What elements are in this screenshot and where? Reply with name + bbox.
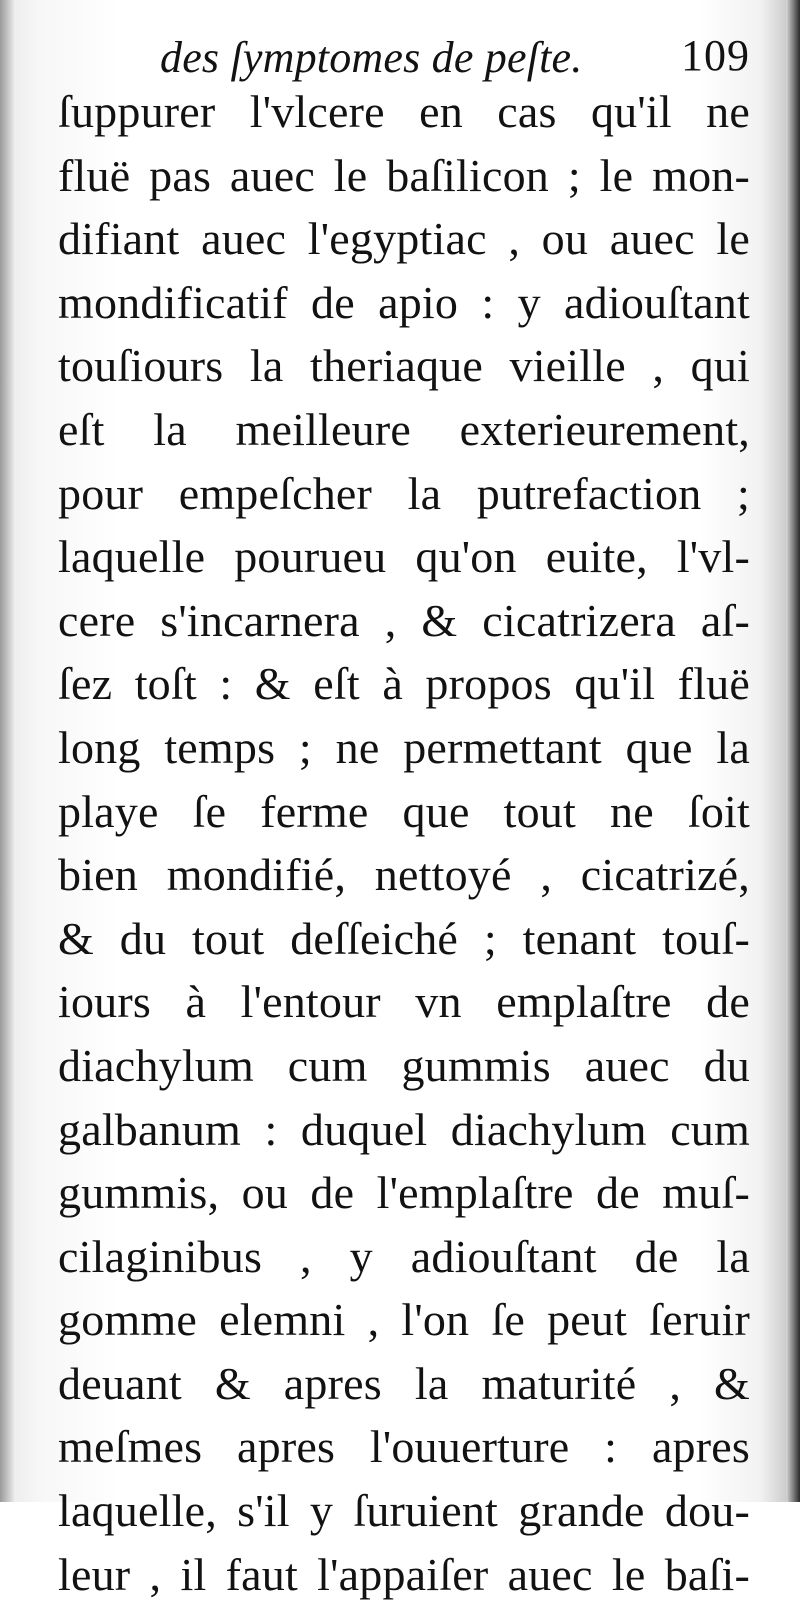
running-title: des ſymptomes de peſte.: [160, 33, 583, 82]
text-line: ſuppurer l'vlcere en cas qu'il ne: [58, 86, 750, 137]
text-line: & du tout deſſeiché ; tenant touſ-: [58, 912, 750, 964]
text-line: difiant auec l'egyptiac , ou auec le: [58, 213, 750, 265]
text-line: galbanum : duquel diachylum cum: [58, 1103, 750, 1155]
text-line: laquelle, s'il y ſuruient grande dou-: [58, 1485, 750, 1537]
text-line: cere s'incarnera , & cicatrizera aſ-: [58, 594, 750, 646]
text-line: cilaginibus , y adiouſtant de la: [58, 1230, 750, 1282]
text-line: pour empeſcher la putrefaction ;: [58, 467, 750, 519]
right-page-edge: [786, 0, 800, 1502]
text-line: touſiours la theriaque vieille , qui: [58, 340, 750, 392]
text-line: gomme elemni , l'on ſe peut ſeruir: [58, 1294, 750, 1346]
text-line: ſez toſt : & eſt à propos qu'il fluë: [58, 658, 750, 710]
text-line: meſmes apres l'ouuerture : apres: [58, 1421, 750, 1473]
text-line: gummis, ou de l'emplaſtre de muſ-: [58, 1167, 750, 1219]
text-line: eſt la meilleure exterieurement,: [58, 403, 750, 455]
text-line: leur , il faut l'appaiſer auec le baſi-: [58, 1548, 750, 1600]
text-line: deuant & apres la maturité , &: [58, 1357, 750, 1409]
text-line: fluë pas auec le baſilicon ; le mon-: [58, 149, 750, 201]
text-line: long temps ; ne permettant que la: [58, 721, 750, 773]
text-line: diachylum cum gummis auec du: [58, 1039, 750, 1091]
page-number: 109: [681, 31, 750, 80]
text-line: playe ſe ferme que tout ne ſoit: [58, 785, 750, 837]
text-line: mondificatif de apio : y adiouſtant: [58, 276, 750, 328]
text-line: laquelle pourueu qu'on euite, l'vl-: [58, 531, 750, 583]
text-line: iours à l'entour vn emplaſtre de: [58, 976, 750, 1028]
left-page-edge: [0, 0, 14, 1502]
body-text: [58, 80, 750, 1606]
text-line: bien mondifié, nettoyé , cicatrizé,: [58, 849, 750, 901]
